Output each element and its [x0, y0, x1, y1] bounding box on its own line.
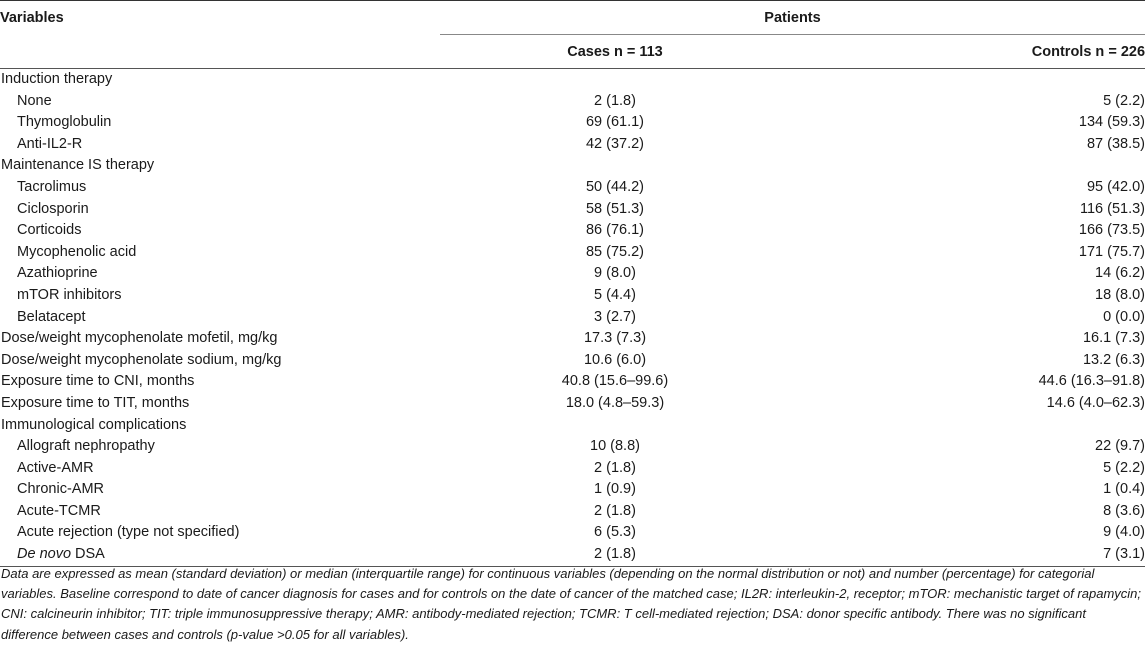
table-footnote: Data are expressed as mean (standard deviation) or median (interquartile range) for continuous variables (depending on the normal distribution or not) and number (percentage) for categorial variables. Baseline correspond to date of cancer diagnosis for cases and for controls on the date of cancer of the matched case; IL2R: interleukin-2, receptor; mTOR: mechanistic target of rapamycin; CNI: calcineurin inhibitor; TIT: triple immunosuppressive therapy; AMR: antibody-mediated rejection; TCMR: T cell-mediated rejection; DSA: donor specific antibody. There was no significant difference between cases and controls (p-value >0.05 for all variables). [1, 566, 1142, 642]
row-cases-value: 2 (1.8) [594, 502, 636, 519]
row-controls-value: 87 (38.5) [1086, 135, 1145, 152]
table-row [0, 285, 1145, 307]
table-row [0, 436, 1145, 458]
row-controls-value: 95 (42.0) [1086, 178, 1145, 195]
table-row [0, 544, 1145, 566]
table-row [0, 393, 1145, 415]
table-row [0, 134, 1145, 156]
row-label: Azathioprine [17, 265, 98, 282]
table-row [0, 307, 1145, 329]
table-row [0, 69, 1145, 91]
row-cases-value: 2 (1.8) [594, 459, 636, 476]
row-controls-value: 5 (2.2) [1103, 92, 1145, 109]
row-cases-value [440, 155, 790, 177]
row-controls-value: 7 (3.1) [790, 544, 1145, 566]
row-cases-value: 3 (2.7) [594, 308, 636, 325]
row-controls-value: 116 (51.3) [1079, 200, 1145, 217]
table-row [0, 199, 1145, 221]
row-controls-value: 9 (4.0) [1103, 524, 1145, 541]
row-controls-value: 8 (3.6) [1103, 502, 1145, 519]
header-empty-cell [0, 35, 440, 69]
row-controls-value [790, 415, 1145, 437]
row-cases-value: 42 (37.2) [585, 135, 645, 152]
row-controls-value [790, 155, 1145, 177]
table-row [0, 91, 1145, 113]
row-label: Ciclosporin [17, 200, 89, 217]
row-controls-value: 14 (6.2) [1095, 265, 1145, 282]
row-label: Allograft nephropathy [17, 438, 155, 455]
row-controls-value: 22 (9.7) [1095, 438, 1145, 455]
row-label: Corticoids [17, 222, 82, 239]
row-cases-value: 1 (0.9) [594, 481, 636, 498]
row-cases-value [440, 415, 790, 437]
row-label-rest: DSA [71, 546, 105, 563]
row-cases-value: 58 (51.3) [585, 200, 645, 217]
header-controls: Controls n = 226 [790, 35, 1145, 69]
row-label: Acute-TCMR [17, 502, 101, 519]
table-row [0, 479, 1145, 501]
table-row [0, 415, 1145, 437]
row-controls-value: 171 (75.7) [1078, 243, 1145, 260]
row-controls-value: 134 (59.3) [1078, 114, 1145, 131]
header-row-1 [0, 1, 1145, 35]
table-row [0, 458, 1145, 480]
table-row [0, 522, 1145, 544]
header-variables: Variables [0, 1, 440, 35]
table-row [0, 112, 1145, 134]
table-row [0, 177, 1145, 199]
row-cases-value: 10.6 (6.0) [583, 351, 647, 368]
row-label: Dose/weight mycophenolate sodium, mg/kg [1, 351, 282, 368]
header-cases: Cases n = 113 [440, 35, 790, 69]
table-row [0, 220, 1145, 242]
row-controls-value: 18 (8.0) [1095, 286, 1145, 303]
row-controls-value: 13.2 (6.3) [1082, 351, 1145, 368]
row-label: Exposure time to CNI, months [1, 373, 195, 390]
row-controls-value: 166 (73.5) [1078, 222, 1145, 239]
row-label: Active-AMR [17, 459, 94, 476]
table-body [0, 69, 1145, 567]
row-label: Belatacept [17, 308, 86, 325]
table-row [0, 263, 1145, 285]
table-row [0, 501, 1145, 523]
row-cases-value: 2 (1.8) [594, 92, 636, 109]
row-controls-value: 1 (0.4) [1103, 481, 1145, 498]
row-label: Maintenance IS therapy [1, 157, 155, 174]
row-label: Tacrolimus [17, 178, 87, 195]
row-label: Exposure time to TIT, months [1, 394, 190, 411]
row-cases-value: 69 (61.1) [585, 114, 645, 131]
row-label: Immunological complications [1, 416, 187, 433]
header-row-2 [0, 35, 1145, 69]
row-controls-value: 44.6 (16.3–91.8) [1038, 373, 1145, 390]
table-row [0, 155, 1145, 177]
row-label: Dose/weight mycophenolate mofetil, mg/kg [1, 330, 278, 347]
row-label: Anti-IL2-R [17, 135, 83, 152]
row-cases-value: 40.8 (15.6–99.6) [561, 373, 669, 390]
row-label: Chronic-AMR [17, 481, 105, 498]
row-controls-value: 14.6 (4.0–62.3) [1046, 394, 1145, 411]
header-patients: Patients [440, 1, 1145, 35]
row-controls-value: 5 (2.2) [1103, 459, 1145, 476]
row-cases-value: 10 (8.8) [590, 438, 640, 455]
row-label: Mycophenolic acid [17, 243, 137, 260]
table-row [0, 350, 1145, 372]
row-cases-value [440, 69, 790, 91]
row-label [0, 544, 440, 566]
row-controls-value: 16.1 (7.3) [1082, 330, 1145, 347]
row-cases-value: 2 (1.8) [440, 544, 790, 566]
row-label: mTOR inhibitors [17, 286, 122, 303]
row-cases-value: 50 (44.2) [585, 178, 645, 195]
row-cases-value: 9 (8.0) [594, 265, 636, 282]
row-cases-value: 6 (5.3) [594, 524, 636, 541]
row-controls-value: 0 (0.0) [1103, 308, 1145, 325]
table-row [0, 371, 1145, 393]
row-label: Induction therapy [1, 71, 113, 87]
row-cases-value: 5 (4.4) [594, 286, 636, 303]
table-row [0, 242, 1145, 264]
table-row [0, 328, 1145, 350]
row-cases-value: 18.0 (4.8–59.3) [565, 394, 665, 411]
row-label: Acute rejection (type not specified) [17, 524, 240, 541]
row-controls-value [790, 69, 1145, 91]
row-cases-value: 86 (76.1) [585, 222, 645, 239]
row-cases-value: 17.3 (7.3) [583, 330, 647, 347]
row-label: None [17, 92, 52, 109]
row-label-italic: De novo [17, 546, 72, 563]
row-label: Thymoglobulin [17, 114, 112, 131]
row-cases-value: 85 (75.2) [585, 243, 645, 260]
